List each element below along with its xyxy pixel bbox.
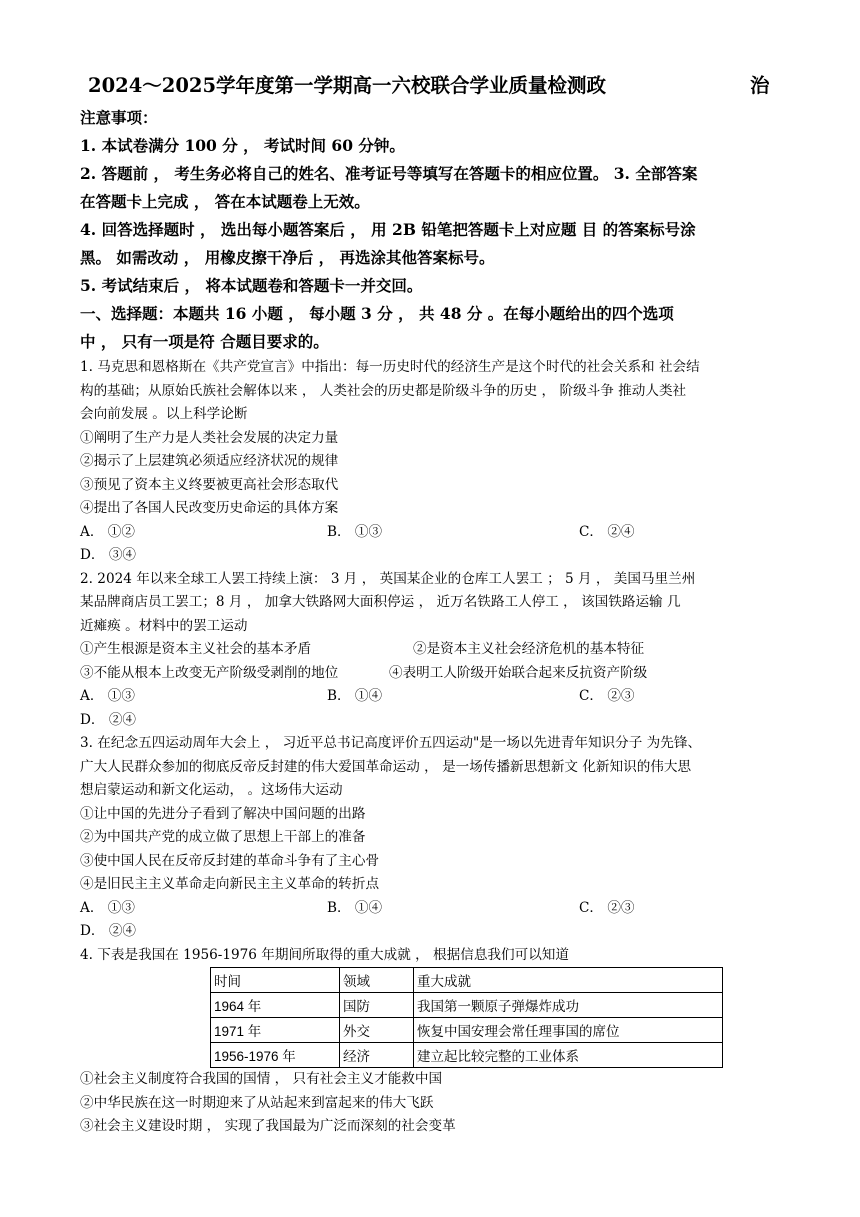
options-row — [80, 521, 780, 545]
table-cell: 恢复中国安理会常任理事国的席位 — [414, 1018, 723, 1043]
question-4 — [80, 944, 780, 1139]
exam-title-tail: 治 — [750, 74, 770, 97]
notice-line: 5. 考试结束后 ， 将本试题卷和答题卡一并交回。 — [80, 276, 423, 295]
notice-section — [80, 104, 780, 300]
notice-line: 在答题卡上完成 ， 答在本试题卷上无效。 — [80, 192, 370, 211]
question-stem: 构的基础；从原始氏族社会解体以来 ， 人类社会的历史都是阶级斗争的历史 ， 阶级斗争 推动人类社 — [80, 382, 687, 399]
statement-row — [80, 662, 780, 686]
header — [80, 70, 780, 100]
table-cell: 外交 — [340, 1018, 414, 1043]
section-heading-line: 一、选择题：本题共 16 小题 ， 每小题 3 分 ， 共 48 分 。在每小题给出的四个选项 — [80, 304, 674, 323]
statement: ③预见了资本主义终要被更高社会形态取代 — [80, 476, 339, 493]
table-cell: 1964 年 — [211, 993, 340, 1018]
option-c: C． ②④ — [579, 523, 635, 540]
option-d: D． ②④ — [80, 923, 137, 939]
table-cell: 1956-1976 年 — [211, 1043, 340, 1068]
table-header-cell: 重大成就 — [414, 968, 723, 993]
options-row — [80, 685, 780, 709]
statement: ①社会主义制度符合我国的国情 ， 只有社会主义才能救中国 — [80, 1071, 443, 1087]
section-heading-line: 中 ， 只有一项是符 合题目要求的。 — [80, 332, 329, 351]
options-row — [80, 897, 780, 921]
option-a: A． ①③ — [80, 688, 135, 704]
statement: ③使中国人民在反帝反封建的革命斗争有了主心骨 — [80, 852, 380, 869]
question-stem: 3. 在纪念五四运动周年大会上 ， 习近平总书记高度评价五四运动"是一场以先进青年知识分子 为先锋、 — [80, 735, 702, 751]
notice-heading: 注意事项： — [80, 108, 158, 127]
table-cell: 1971 年 — [211, 1018, 340, 1043]
option-d: D． ②④ — [80, 711, 137, 728]
table-row — [211, 1018, 723, 1043]
statement: ①产生根源是资本主义社会的基本矛盾 — [80, 641, 312, 657]
statement-row — [80, 638, 780, 662]
statement: ①阐明了生产力是人类社会发展的决定力量 — [80, 429, 339, 446]
options-row — [80, 920, 780, 944]
table-header-cell: 领域 — [340, 968, 414, 993]
notice-line: 4. 回答选择题时 ， 选出每小题答案后 ， 用 2B 铅笔把答题卡上对应题 目 的答案标号涂 — [80, 220, 696, 239]
question-stem: 2. 2024 年以来全球工人罢工持续上演： 3 月 ， 英国某企业的仓库工人罢工 ； 5 月 ， 美国马里兰州 — [80, 570, 696, 587]
statement: ③不能从根本上改变无产阶级受剥削的地位 — [80, 664, 339, 681]
table-cell: 建立起比较完整的工业体系 — [414, 1043, 723, 1068]
option-b: B． ①③ — [327, 523, 383, 540]
option-a: A． ①② — [80, 523, 135, 540]
table-cell: 我国第一颗原子弹爆炸成功 — [414, 993, 723, 1018]
statement: ④是旧民主主义革命走向新民主主义革命的转折点 — [80, 876, 380, 892]
table-row — [211, 993, 723, 1018]
question-stem: 1. 马克思和恩格斯在《共产党宣言》中指出：每一历史时代的经济生产是这个时代的社会关系和 社会结 — [80, 359, 700, 375]
option-b: B． ①④ — [327, 899, 383, 916]
statement: ②中华民族在这一时期迎来了从站起来到富起来的伟大飞跃 — [80, 1094, 434, 1111]
notice-line: 1. 本试卷满分 100 分 ， 考试时间 60 分钟。 — [80, 136, 405, 155]
notice-line: 黑。 如需改动 ， 用橡皮擦干净后 ， 再选涂其他答案标号。 — [80, 248, 495, 267]
statement: ③社会主义建设时期 ， 实现了我国最为广泛而深刻的社会变革 — [80, 1118, 456, 1134]
option-d: D． ③④ — [80, 547, 137, 563]
question-2 — [80, 568, 780, 733]
options-row — [80, 709, 780, 733]
statement: ①让中国的先进分子看到了解决中国问题的出路 — [80, 805, 366, 822]
table-header-row — [211, 968, 723, 993]
question-stem: 广大人民群众参加的彻底反帝反封建的伟大爱国革命运动 ， 是一场传播新思想新文 化新知识的伟大思 — [80, 758, 692, 775]
question-stem: 某品牌商店员工罢工；8 月 ， 加拿大铁路网大面积停运 ， 近万名铁路工人停工 ， 该国铁路运输 几 — [80, 594, 681, 610]
question-stem: 会向前发展 。以上科学论断 — [80, 406, 248, 422]
question-stem: 4. 下表是我国在 1956-1976 年期间所取得的重大成就 ， 根据信息我们可以知道 — [80, 946, 569, 963]
exam-title: 2024～2025学年度第一学期高一六校联合学业质量检测政 — [88, 74, 607, 97]
question-3 — [80, 732, 780, 944]
table-header-cell: 时间 — [211, 968, 340, 993]
question-1 — [80, 356, 780, 568]
question-stem: 近瘫痪 。材料中的罢工运动 — [80, 617, 248, 634]
statement: ②是资本主义社会经济危机的基本特征 — [413, 641, 645, 657]
table-cell: 经济 — [340, 1043, 414, 1068]
statement: ②为中国共产党的成立做了思想上干部上的准备 — [80, 829, 366, 845]
exam-page — [80, 70, 780, 1139]
statement: ④表明工人阶级开始联合起来反抗资产阶级 — [389, 664, 648, 681]
achievements-table — [210, 967, 723, 1068]
statement: ②揭示了上层建筑必须适应经济状况的规律 — [80, 453, 339, 469]
table-cell: 国防 — [340, 993, 414, 1018]
options-row — [80, 544, 780, 568]
option-c: C． ②③ — [579, 899, 635, 916]
option-c: C． ②③ — [579, 688, 635, 704]
section-1-heading — [80, 300, 780, 356]
question-stem: 想启蒙运动和新文化运动， 。这场伟大运动 — [80, 782, 343, 798]
option-b: B． ①④ — [327, 688, 383, 704]
table-row — [211, 1043, 723, 1068]
option-a: A． ①③ — [80, 899, 135, 916]
statement: ④提出了各国人民改变历史命运的具体方案 — [80, 500, 339, 516]
notice-line: 2. 答题前 ， 考生务必将自己的姓名、准考证号等填写在答题卡的相应位置。 3. 全部答案 — [80, 164, 698, 183]
